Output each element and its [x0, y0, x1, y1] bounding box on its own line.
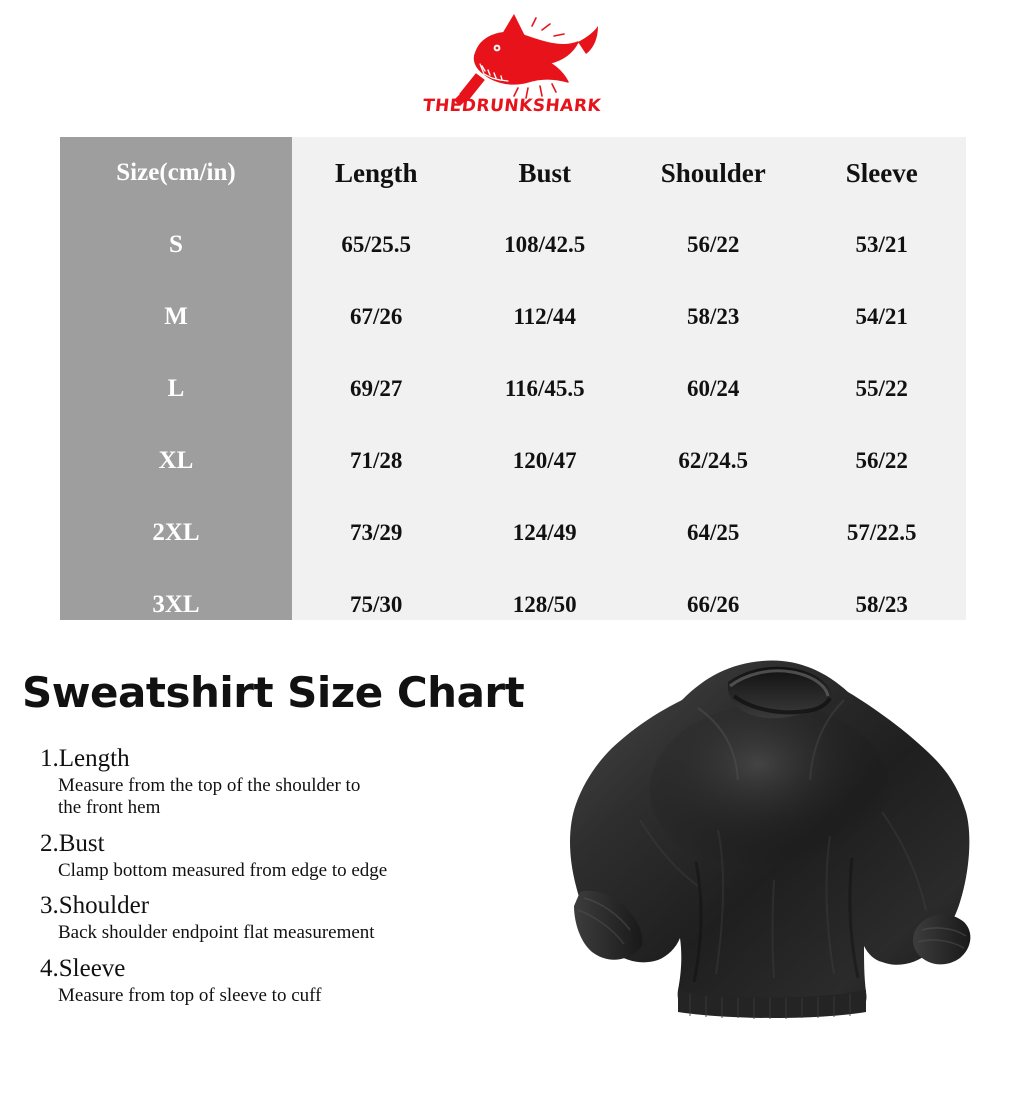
cell-sleeve: 56/22: [855, 448, 908, 473]
cell-length: 65/25.5: [341, 232, 412, 257]
guide-heading: 3.Shoulder: [40, 892, 150, 920]
header-bust: Bust: [518, 157, 572, 188]
cell-size: S: [169, 231, 183, 258]
cell-bust: 116/45.5: [504, 376, 585, 401]
brand-name: THEDRUNKSHARK: [421, 96, 603, 116]
page-title: Sweatshirt Size Chart: [22, 668, 525, 717]
size-table: [60, 137, 966, 641]
cell-shoulder: 66/26: [687, 592, 740, 617]
cell-bust: 128/50: [512, 592, 577, 617]
cell-length: 75/30: [350, 592, 403, 617]
table-header-row: [60, 137, 966, 209]
guide-body: Measure from top of sleeve to cuff: [58, 984, 322, 1006]
cell-sleeve: 57/22.5: [846, 520, 917, 545]
guide-heading: 2.Bust: [40, 829, 105, 857]
cell-bust: 112/44: [513, 304, 577, 329]
sweatshirt-illustration: [530, 630, 1000, 1080]
size-table-container: [60, 137, 966, 620]
guide-item-bust: [40, 830, 570, 882]
measurement-guide: [40, 745, 570, 1017]
cell-size: L: [167, 375, 185, 402]
cell-shoulder: 64/25: [687, 520, 740, 545]
guide-body: Back shoulder endpoint flat measurement: [58, 922, 375, 944]
header-sleeve: Sleeve: [845, 157, 918, 188]
guide-body: Measure from the top of the shoulder to the front hem: [58, 775, 361, 819]
cell-bust: 108/42.5: [504, 232, 586, 257]
cell-length: 67/26: [350, 304, 403, 329]
sweatshirt-photo: [530, 630, 1000, 1080]
cell-length: 69/27: [350, 376, 403, 401]
cell-size: 2XL: [152, 519, 200, 546]
guide-item-length: [40, 745, 570, 820]
brand-logo: [0, 4, 1024, 124]
cell-bust: 124/49: [512, 520, 577, 545]
cell-length: 71/28: [350, 448, 403, 473]
guide-body: Clamp bottom measured from edge to edge: [58, 859, 388, 881]
header-size: Size(cm/in): [116, 159, 236, 186]
cell-shoulder: 62/24.5: [678, 448, 749, 473]
cell-size: M: [164, 303, 188, 330]
header-shoulder: Shoulder: [660, 157, 766, 188]
cell-size: 3XL: [152, 591, 200, 618]
guide-heading: 1.Length: [40, 745, 130, 772]
cell-sleeve: 54/21: [855, 304, 908, 329]
cell-sleeve: 55/22: [855, 376, 908, 401]
table-row: [60, 497, 966, 569]
table-row: [60, 281, 966, 353]
guide-item-sleeve: [40, 955, 570, 1007]
table-row: [60, 425, 966, 497]
cell-size: XL: [158, 447, 194, 474]
cell-sleeve: 53/21: [855, 232, 908, 257]
cell-shoulder: 58/23: [687, 304, 740, 329]
guide-item-shoulder: [40, 892, 570, 944]
table-row: [60, 209, 966, 281]
cell-bust: 120/47: [512, 448, 577, 473]
guide-heading: 4.Sleeve: [40, 954, 126, 982]
cell-shoulder: 56/22: [687, 232, 740, 257]
header-length: Length: [334, 157, 418, 188]
cell-sleeve: 58/23: [855, 592, 908, 617]
cell-shoulder: 60/24: [687, 376, 740, 401]
cell-length: 73/29: [350, 520, 403, 545]
table-row: [60, 353, 966, 425]
